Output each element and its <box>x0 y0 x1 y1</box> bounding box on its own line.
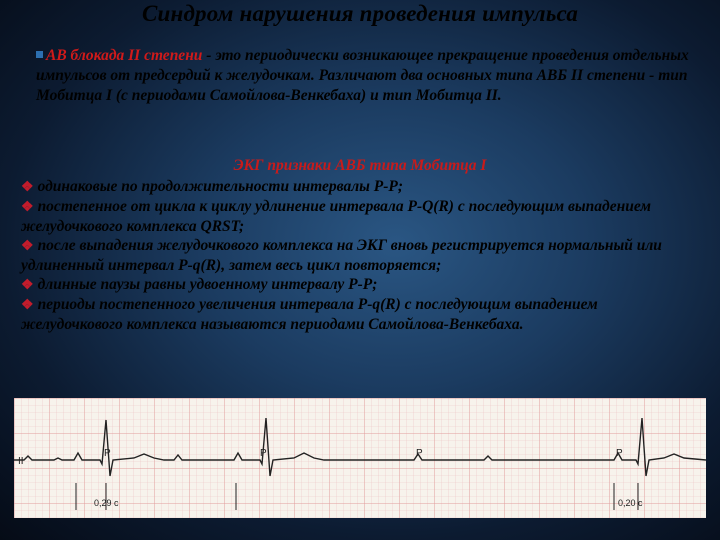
ecg-p-label: P <box>616 448 623 459</box>
diamond-bullet-icon: ❖ <box>21 298 34 313</box>
list-item-text: периоды постепенного увеличения интервала P-q(R) с последующим выпадением желудочкового комплекса называются периодами Самойлова-Венкебаха. <box>21 296 598 333</box>
list-item <box>21 197 701 236</box>
diamond-bullet-icon: ❖ <box>21 200 34 215</box>
ecg-p-label: P <box>104 448 111 459</box>
list-item-text: постепенное от цикла к циклу удлинение интервала P-Q(R) с последующим выпадением желудочкового комплекса QRST; <box>21 198 651 235</box>
ecg-lead-label: II <box>18 456 24 467</box>
list-item-text: длинные паузы равны удвоенному интервалу P-P; <box>37 276 378 293</box>
list-item-text: после выпадения желудочкового комплекса на ЭКГ вновь регистрируется нормальный или удлиненный интервал P-q(R), затем весь цикл повторяется; <box>21 237 662 274</box>
list-item <box>21 177 701 197</box>
diamond-bullet-icon: ❖ <box>21 278 34 293</box>
ecg-signs-list <box>21 177 701 334</box>
square-bullet-icon <box>36 51 43 58</box>
ecg-p-label: P <box>260 448 267 459</box>
diamond-bullet-icon: ❖ <box>21 239 34 254</box>
ecg-strip <box>14 398 706 518</box>
intro-text: - это периодически возникающее прекращение проведения отдельных импульсов от предсердий к желудочкам. Различают два основных типа АВБ II степени - тип Мобитца I (с периодами Самойлова-Венкебаха) и тип Мобитца II. <box>36 47 689 104</box>
diamond-bullet-icon: ❖ <box>21 180 34 195</box>
intro-paragraph <box>36 46 696 106</box>
list-item <box>21 275 701 295</box>
list-item <box>21 236 701 275</box>
ecg-interval-label: 0,29 с <box>94 498 119 508</box>
ecg-p-label: P <box>416 448 423 459</box>
list-item <box>21 295 701 334</box>
ecg-interval-label: 0,20 с <box>618 498 643 508</box>
slide-title: Синдром нарушения проведения импульса <box>141 1 579 26</box>
ecg-figure <box>14 398 706 518</box>
intro-highlight: АВ блокада II степени <box>46 47 203 64</box>
section-subtitle: ЭКГ признаки АВБ типа Мобитца I <box>233 157 487 174</box>
list-item-text: одинаковые по продолжительности интервалы P-P; <box>37 178 404 195</box>
